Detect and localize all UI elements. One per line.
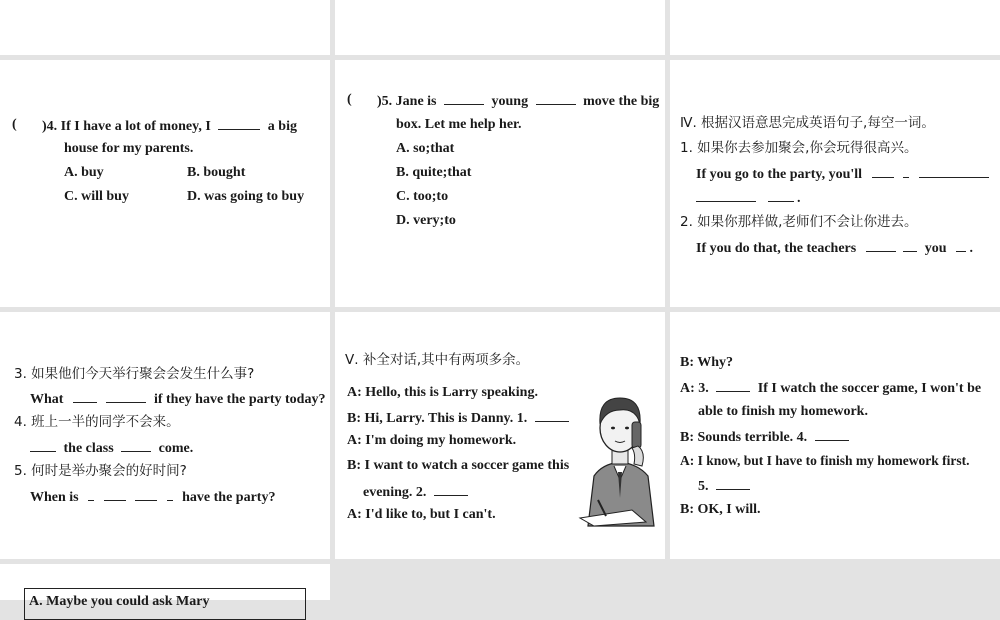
section-5-panel	[335, 312, 665, 559]
dialog-line-8: A: 3. If I watch the soccer game, I won't be	[680, 377, 981, 399]
s4-q3-english: What if they have the party today?	[30, 388, 325, 410]
dialog-continued-panel	[670, 312, 1000, 559]
s4-q5-blank-2[interactable]	[104, 486, 126, 501]
dialog-line-4: B: I want to watch a soccer game this	[347, 458, 570, 473]
q4-blank[interactable]	[218, 115, 260, 130]
dialog-blank-3[interactable]	[716, 377, 750, 392]
s4-q3-blank-2[interactable]	[106, 388, 146, 403]
s4-q5-chinese: 5. 何时是举办聚会的好时间?	[14, 463, 187, 479]
dialog-line-7: B: Why?	[680, 355, 734, 370]
s4-q4-chinese: 4. 班上一半的同学不会来。	[14, 414, 180, 430]
section-4-panel	[670, 60, 1000, 307]
s4-q3-chinese: 3. 如果他们今天举行聚会会发生什么事?	[14, 366, 255, 382]
q5-stem: )5. Jane is young move the big	[377, 90, 659, 112]
s4-q5-blank-3[interactable]	[135, 486, 157, 501]
q5-stem-line2: box. Let me help her.	[396, 117, 522, 132]
s4-q5-blank-4[interactable]	[167, 486, 173, 501]
q5-option-d: D. very;to	[396, 213, 456, 228]
s4-q3-blank-1[interactable]	[73, 388, 97, 403]
panel-top-left	[0, 0, 330, 55]
s4-q2-blank-1[interactable]	[866, 237, 896, 252]
s4-q4-blank-2[interactable]	[121, 437, 151, 452]
options-box	[24, 588, 306, 620]
boy-on-phone-illustration	[580, 380, 660, 526]
dialog-line-11: A: I know, but I have to finish my homework first.	[680, 453, 970, 468]
dialog-line-6: A: I'd like to, but I can't.	[347, 507, 496, 522]
section-4-heading: Ⅳ. 根据汉语意思完成英语句子,每空一词。	[680, 115, 935, 131]
q5-blank-2[interactable]	[536, 90, 576, 105]
s4-q1-blank-4[interactable]	[696, 187, 756, 202]
s4-q2-blank-3[interactable]	[956, 237, 966, 252]
s4-q1-blank-2[interactable]	[903, 163, 909, 178]
q4-option-d: D. was going to buy	[187, 189, 305, 204]
dialog-line-13: B: OK, I will.	[680, 502, 761, 517]
q4-option-b: B. bought	[187, 165, 246, 180]
questions-3-5-panel	[0, 312, 330, 559]
dialog-blank-1[interactable]	[535, 407, 569, 422]
option-a-text: A. Maybe you could ask Mary	[29, 594, 210, 609]
q4-stem: )4. If I have a lot of money, I a big	[42, 115, 297, 137]
s4-q1-blank-3[interactable]	[919, 163, 989, 178]
q4-paren: (	[12, 117, 17, 132]
q5-option-c: C. too;to	[396, 189, 449, 204]
s4-q1-blank-5[interactable]	[768, 187, 794, 202]
s4-q4-english: the class come.	[30, 437, 193, 459]
q5-option-a: A. so;that	[396, 141, 455, 156]
dialog-blank-5[interactable]	[716, 475, 750, 490]
question-4-panel	[0, 60, 330, 307]
q5-option-b: B. quite;that	[396, 165, 472, 180]
q4-option-a: A. buy	[64, 165, 104, 180]
dialog-line-9: able to finish my homework.	[698, 404, 868, 419]
s4-q1-chinese: 1. 如果你去参加聚会,你会玩得很高兴。	[680, 140, 918, 156]
s4-q4-blank-1[interactable]	[30, 437, 56, 452]
q5-paren: (	[347, 92, 352, 107]
s4-q2-english: If you do that, the teachers you .	[696, 237, 973, 259]
s4-q1-blank-1[interactable]	[872, 163, 894, 178]
q5-blank-1[interactable]	[444, 90, 484, 105]
panel-top-middle	[335, 0, 665, 55]
q4-option-c: C. will buy	[64, 189, 129, 204]
dialog-line-5: evening. 2.	[363, 481, 468, 503]
dialog-line-10: B: Sounds terrible. 4.	[680, 426, 849, 448]
dialog-line-12: 5.	[698, 475, 750, 497]
s4-q1-line2: .	[696, 187, 801, 209]
question-5-panel	[335, 60, 665, 307]
s4-q5-english: When is have the party?	[30, 486, 275, 508]
dialog-line-2: B: Hi, Larry. This is Danny. 1.	[347, 407, 569, 429]
s4-q1-english: If you go to the party, you'll	[696, 163, 989, 185]
s4-q2-chinese: 2. 如果你那样做,老师们不会让你进去。	[680, 214, 918, 230]
q4-stem-line2: house for my parents.	[64, 141, 194, 156]
s4-q5-blank-1[interactable]	[88, 486, 94, 501]
s4-q2-blank-2[interactable]	[903, 237, 917, 252]
panel-top-right	[670, 0, 1000, 55]
dialog-line-1: A: Hello, this is Larry speaking.	[347, 385, 538, 400]
dialog-blank-2[interactable]	[434, 481, 468, 496]
dialog-line-3: A: I'm doing my homework.	[347, 433, 517, 448]
dialog-blank-4[interactable]	[815, 426, 849, 441]
section-5-heading: Ⅴ. 补全对话,其中有两项多余。	[345, 352, 530, 368]
options-panel	[0, 564, 330, 609]
